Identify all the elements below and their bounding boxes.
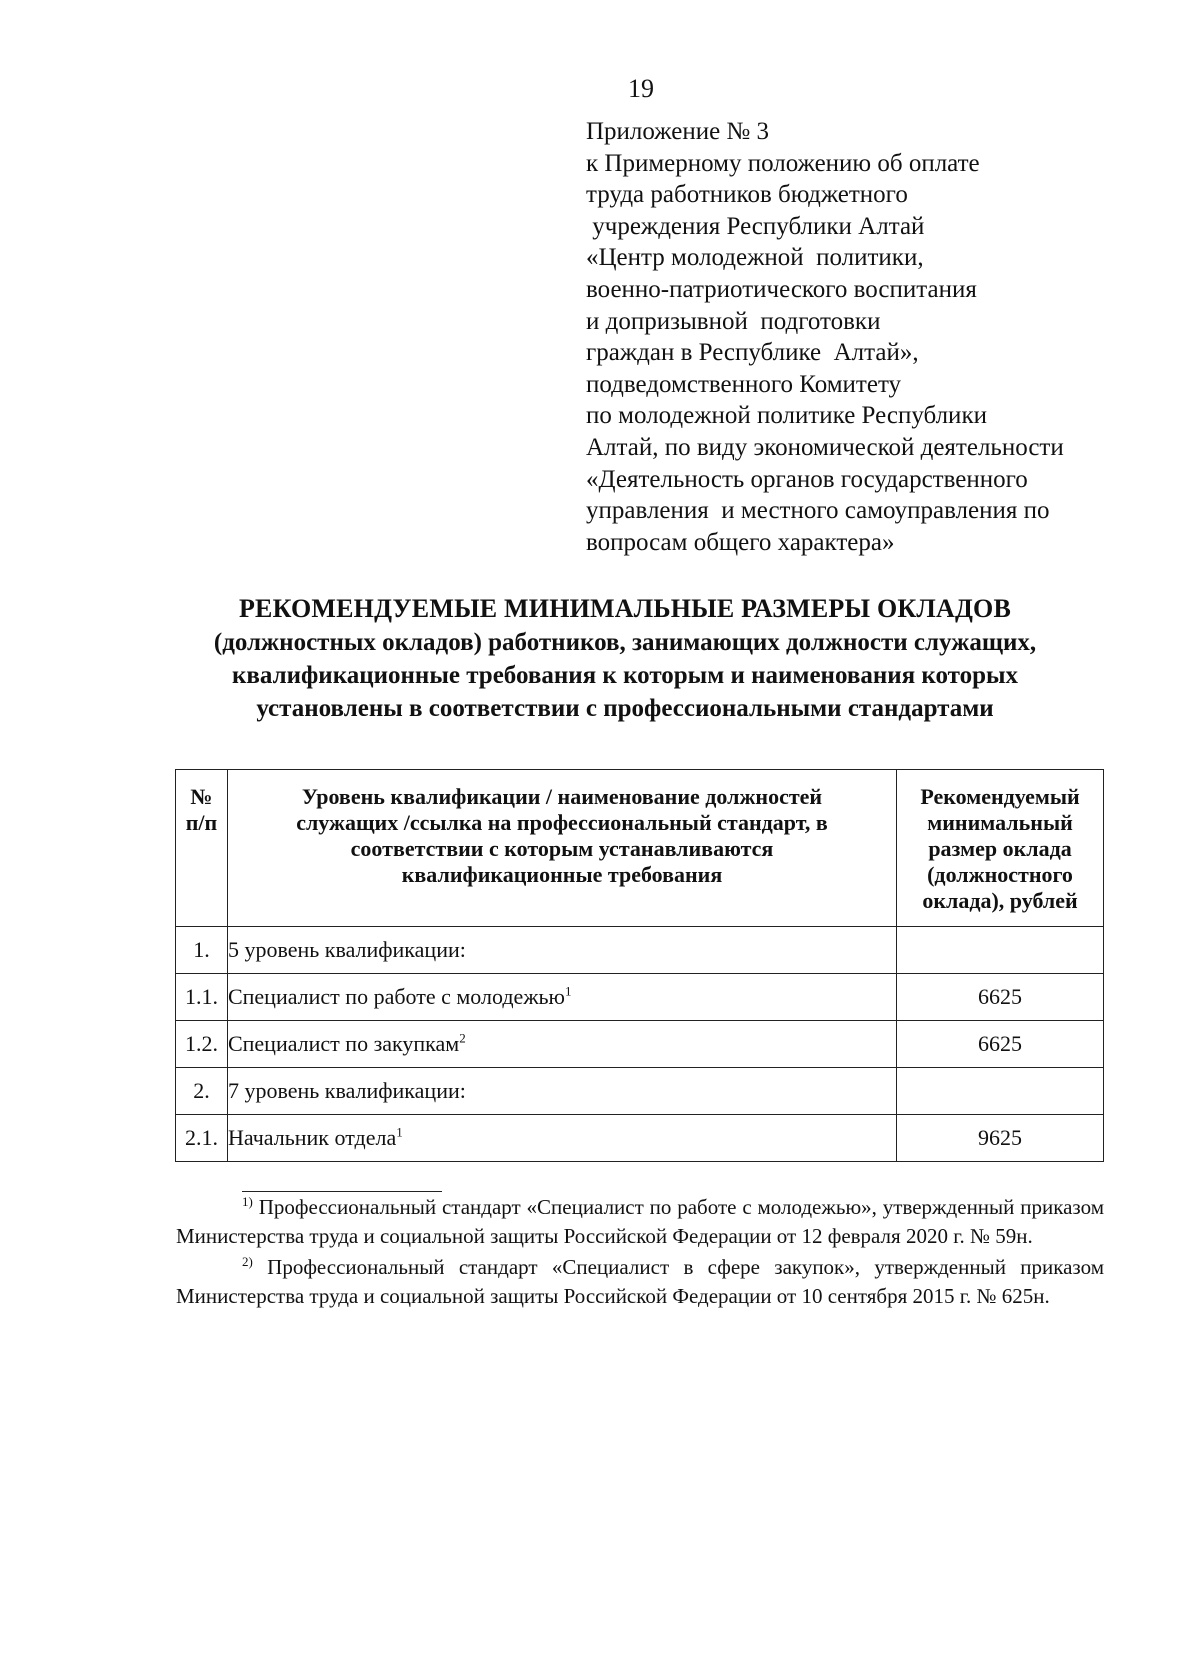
table-row <box>176 974 1104 1021</box>
footnote-mark: 1) <box>242 1194 253 1209</box>
appendix-line: по молодежной политике Республики <box>586 402 987 430</box>
document-title <box>150 592 1100 725</box>
appendix-line: граждан в Республике Алтай», <box>586 339 919 367</box>
row-name <box>227 1115 896 1162</box>
title-line: (должностных окладов) работников, занимающих должности служащих, <box>213 629 1037 656</box>
row-num: 1.1. <box>176 974 228 1021</box>
appendix-line: «Деятельность органов государственного <box>586 465 1028 493</box>
appendix-line: учреждения Республики Алтай <box>586 212 925 240</box>
row-salary: 6625 <box>897 974 1104 1021</box>
title-line: установлены в соответствии с профессиональными стандартами <box>256 695 994 722</box>
row-name-text: Начальник отдела <box>227 1125 397 1150</box>
footnote-ref: 2 <box>459 1030 466 1046</box>
appendix-line: и допризывной подготовки <box>586 307 881 335</box>
title-line: квалификационные требования к которым и наименования которых <box>231 662 1019 689</box>
appendix-line: «Центр молодежной политики, <box>586 244 924 272</box>
row-name <box>227 1068 896 1115</box>
appendix-line: труда работников бюджетного <box>586 181 908 209</box>
row-num: 1. <box>176 927 228 974</box>
appendix-header <box>586 116 1146 558</box>
footnote-text: Профессиональный стандарт «Специалист по работе с молодежью», утвержденный приказом Министерства труда и социальной защиты Российской Федерации от 12 февраля 2020 г. № 59н. <box>176 1195 1104 1248</box>
row-name-text: Специалист по работе с молодежью <box>227 984 565 1009</box>
row-salary <box>897 1068 1104 1115</box>
appendix-line: подведомственного Комитету <box>586 370 902 398</box>
footnote-ref: 1 <box>565 983 572 999</box>
footnote-mark: 2) <box>242 1254 253 1269</box>
row-salary: 9625 <box>897 1115 1104 1162</box>
appendix-line: к Примерному положению об оплате <box>586 149 980 177</box>
row-num: 1.2. <box>176 1021 228 1068</box>
table-row <box>176 927 1104 974</box>
row-name <box>227 1021 896 1068</box>
footnotes <box>176 1193 1104 1313</box>
page-number: 19 <box>628 74 654 103</box>
row-name-text: Специалист по закупкам <box>227 1031 460 1056</box>
table-row <box>176 1115 1104 1162</box>
table-row <box>176 1068 1104 1115</box>
header-num: № п/п <box>176 770 228 927</box>
table-row <box>176 1021 1104 1068</box>
row-name <box>227 927 896 974</box>
appendix-line: Алтай, по виду экономической деятельности <box>586 433 1064 461</box>
row-num: 2. <box>176 1068 228 1115</box>
appendix-line: Приложение № 3 <box>586 118 770 145</box>
footnote-item <box>176 1253 1104 1311</box>
appendix-line: военно-патриотического воспитания <box>586 275 977 303</box>
row-name <box>227 974 896 1021</box>
footnote-divider <box>242 1191 442 1192</box>
appendix-line: управления и местного самоуправления по <box>586 497 1050 525</box>
table-header-row <box>176 770 1104 927</box>
footnote-ref: 1 <box>396 1124 403 1140</box>
row-salary <box>897 927 1104 974</box>
footnote-item <box>176 1193 1104 1251</box>
row-name-text: 7 уровень квалификации: <box>227 1078 466 1103</box>
salary-table <box>175 769 1104 1162</box>
appendix-line: вопросам общего характера» <box>586 528 895 556</box>
header-salary: Рекомендуемый минимальный размер оклада (должностного оклада), рублей <box>897 770 1104 927</box>
row-name-text: 5 уровень квалификации: <box>227 937 466 962</box>
title-line: РЕКОМЕНДУЕМЫЕ МИНИМАЛЬНЫЕ РАЗМЕРЫ ОКЛАДОВ <box>238 594 1012 623</box>
header-name: Уровень квалификации / наименование должностей служащих /ссылка на профессиональный стандарт, в соответствии с которым устанавливаются квалификационные требования <box>227 770 896 927</box>
footnote-text: Профессиональный стандарт «Специалист в сфере закупок», утвержденный приказом Министерства труда и социальной защиты Российской Федерации от 10 сентября 2015 г. № 625н. <box>176 1255 1104 1308</box>
row-num: 2.1. <box>176 1115 228 1162</box>
row-salary: 6625 <box>897 1021 1104 1068</box>
